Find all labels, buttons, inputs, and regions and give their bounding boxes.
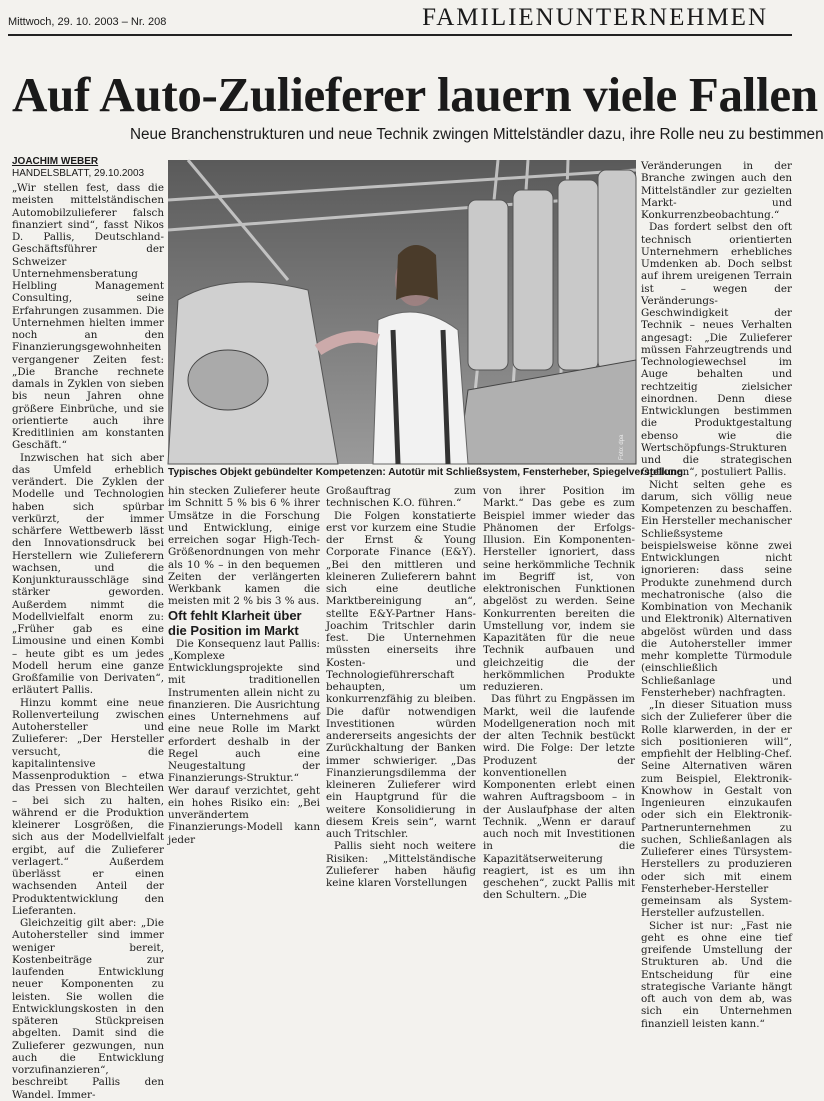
section-title: FAMILIENUNTERNEHMEN — [422, 4, 768, 31]
subheadline: Neue Branchenstrukturen und neue Technik zwingen Mittelständler dazu, ihre Rolle neu zu bestimmen — [130, 126, 824, 143]
paragraph: Die Folgen konstatierte erst vor kurzem eine Studie der Ernst & Young Corporate Finance (E&Y). „Bei den mittleren und kleineren Zulieferern bahnt sich eine deutliche Marktbereinigung an“, stellte E&Y-Partner Hans-Joachim Tritschler darin fest. Die Unternehmen müssten einerseits ihre Kosten- und Technologieführerschaft behaupten, um konkurrenzfähig zu bleiben. Die dafür notwendigen Investitionen würden andererseits angesichts der Zurückhaltung der Banken immer schwieriger. „Das Finanzierungsdilemma der kleineren Zulieferer wird ein Hauptgrund für die weitere Konsolidierung in diesem Kreis sein“, warnt auch Tritschler. — [326, 509, 476, 840]
paragraph: Sicher ist nur: „Fast nie geht es ohne eine tief greifende Umstellung der Strukturen ab. Und die Entscheidung für eine strategische Variante hängt oft auch von dem ab, was sich ein Unternehmen finanziell leisten kann.“ — [641, 919, 792, 1030]
article-column-2 — [168, 485, 320, 846]
paragraph: hin stecken Zulieferer heute im Schnitt 5 % bis 6 % ihrer Umsätze in die Forschung und Entwicklung, einige erreichen sogar High-Tech-Größenordnungen von mehr als 10 % – in den bequemen Zeiten der verlängerten Werkbank kamen die meisten mit 2 % bis 3 % aus. — [168, 485, 320, 608]
article-column-3 — [326, 485, 476, 889]
paragraph: Großauftrag zum technischen K.O. führen.“ — [326, 485, 476, 510]
paragraph: „Wir stellen fest, dass die meisten mittelständischen Automobilzulieferer falsch finanziert sind“, fasst Nikos D. Pallis, Deutschland-Geschäftsführer der Schweizer Unternehmensberatung Helbling Management Consulting, seine Erfahrungen zusammen. Die Unternehmen hielten immer noch an den Finanzierungsgewohnheiten vergangener Zeiten fest: „Die Branche rechnete damals in Zyklen von sieben bis neun Jahren ohne größere Einbrüche, und sie orientierte auch ihre Kreditlinien am konstanten Geschäft.“ — [12, 182, 164, 452]
paragraph: Pallis sieht noch weitere Risiken: „Mittelständische Zulieferer haben häufig keine klaren Vorstellungen — [326, 840, 476, 889]
source-line: HANDELSBLATT, 29.10.2003 — [12, 168, 145, 179]
paragraph: Inzwischen hat sich aber das Umfeld erheblich verändert. Die Zyklen der Modelle und Technologien haben sich spürbar verkürzt, der immer schärfere Wettbewerb lässt den Innovationsdruck bei Herstellern wie Zulieferern wachsen, und die Konjunkturausschläge sind stärker geworden. Außerdem nimmt die Modellvielfalt enorm zu: „Früher gab es eine Limousine und einen Kombi – heute gibt es um jedes Modell herum eine ganze Großfamilie von Derivaten“, erläutert Pallis. — [12, 451, 164, 697]
dateline: Mittwoch, 29. 10. 2003 – Nr. 208 — [8, 16, 167, 28]
paragraph: Nicht selten gehe es darum, sich völlig neue Kompetenzen zu beschaffen. Ein Hersteller mechanischer Schließsysteme beispielsweise könne zwei Entwicklungen nicht ignorieren: dass seine Produkte zunehmend durch mechatronische (also die Kombination von Mechanik und Elektronik) Alternativen abgelöst würden und dass die Autohersteller immer mehr komplette Türmodule (einschließlich Schließanlage und Fensterheber) nachfragten. — [641, 478, 792, 699]
paragraph: „In dieser Situation muss sich der Zulieferer über die Rolle klarwerden, in der er sich positionieren will“, empfiehlt der Helbling-Chef. Seine Alternativen wären zum Beispiel, Elektronik-Knowhow in Gestalt von Ingenieuren einzukaufen oder sich ein Elektronik-Partnerunternehmen zu suchen, Schließanlagen als Zulieferer eines Türsystem-Herstellers zu produzieren oder sich mit einem Fensterheber-Hersteller gemeinsam als System-Hersteller aufzustellen. — [641, 699, 792, 920]
article-column-4 — [483, 485, 635, 902]
paragraph: Gleichzeitig gilt aber: „Die Autohersteller sind immer weniger bereit, Kostenbeiträge zur laufenden Entwicklung neuer Komponenten zu leisten. Sie wollen die Entwicklungskosten in den späteren Stückpreisen abgelten. Damit sind die Zulieferer gezwungen, nun auch die Entwicklung vorzufinanzieren“, beschreibt Pallis den Wandel. Immer- — [12, 917, 164, 1101]
article-column-1 — [12, 182, 164, 1101]
masthead — [8, 4, 792, 36]
subheading: Oft fehlt Klarheit über die Position im Markt — [168, 607, 302, 638]
paragraph: Die Konsequenz laut Pallis: „Komplexe Entwicklungsprojekte sind mit traditionellen Instrumenten allein nicht zu finanzieren. Die Ausrichtung eines Unternehmens auf eine neue Rolle im Markt erfordert deshalb in der Regel auch eine Neugestaltung der Finanzierungs-Struktur.“ Wer darauf verzichtet, geht ein hohes Risiko ein: „Bei unverändertem Finanzierungs-Modell kann jeder — [168, 637, 320, 846]
photo-credit: Foto: dpa — [619, 434, 625, 460]
article-photo — [168, 160, 636, 464]
paragraph: von ihrer Position im Markt.“ Das gebe es zum Beispiel immer wieder das Phänomen der Erfolgs-Illusion. Ein Komponenten-Hersteller ignoriert, dass seine herkömmliche Technik im Begriff ist, von elektronischen Funktionen abgelöst zu werden. Seine Konkurrenten bereiten die Umstellung vor, indem sie Kapazitäten für die neue Technik aufbauen und gleichzeitig die der herkömmlichen Produkte reduzieren. — [483, 485, 635, 693]
photo-caption: Typisches Objekt gebündelter Kompetenzen: Autotür mit Schließsystem, Fensterheber, Spiegelverstellung. — [168, 467, 686, 478]
paragraph: Hinzu kommt eine neue Rollenverteilung zwischen Autohersteller und Zulieferer: „Der Hersteller versucht, die kapitalintensive Massenproduktion – etwa das Pressen von Blechteilen – bei sich zu halten, während er die Produktion kleinerer Losgrößen, die sich aus der Modellvielfalt ergibt, auf die Zulieferer verlagert.“ Außerdem überlässt er einen wachsenden Anteil der Produktentwicklung den Lieferanten. — [12, 696, 164, 917]
paragraph: Das führt zu Engpässen im Markt, weil die laufende Modellgeneration noch mit der alten Technik bestückt wird. Die Folge: Der letzte Produzent der konventionellen Komponenten erlebt einen wahren Auftragsboom – in der Auslaufphase der alten Technik. „Wenn er darauf auch noch mit Investitionen in die Kapazitätserweiterung reagiert, ist es um ihn geschehen“, zuckt Pallis mit den Schultern. „Die — [483, 693, 635, 902]
paragraph: Das fordert selbst den oft technisch orientierten Unternehmern erhebliches Umdenken ab. Doch selbst auf ihrem ureigenen Terrain ist – wegen der Veränderungs-Geschwindigkeit der Technik – neues Verhalten angesagt: „Die Zulieferer müssen Fahrzeugtrends und Technologiewechsel im Auge behalten und rechtzeitig zielsicher einordnen. Denn diese Entwicklungen bestimmen die Produktgestaltung ebenso wie die Wertschöpfungs-Strukturen und die strategischen Optionen“, postuliert Pallis. — [641, 221, 792, 479]
article-column-5 — [641, 160, 792, 1030]
headline: Auf Auto-Zulieferer lauern viele Fallen — [12, 67, 818, 122]
author: JOACHIM WEBER — [12, 156, 99, 167]
paragraph: Veränderungen in der Branche zwingen auch den Mittelständler zur gezielten Markt- und Konkurrenzbeobachtung.“ — [641, 160, 792, 221]
